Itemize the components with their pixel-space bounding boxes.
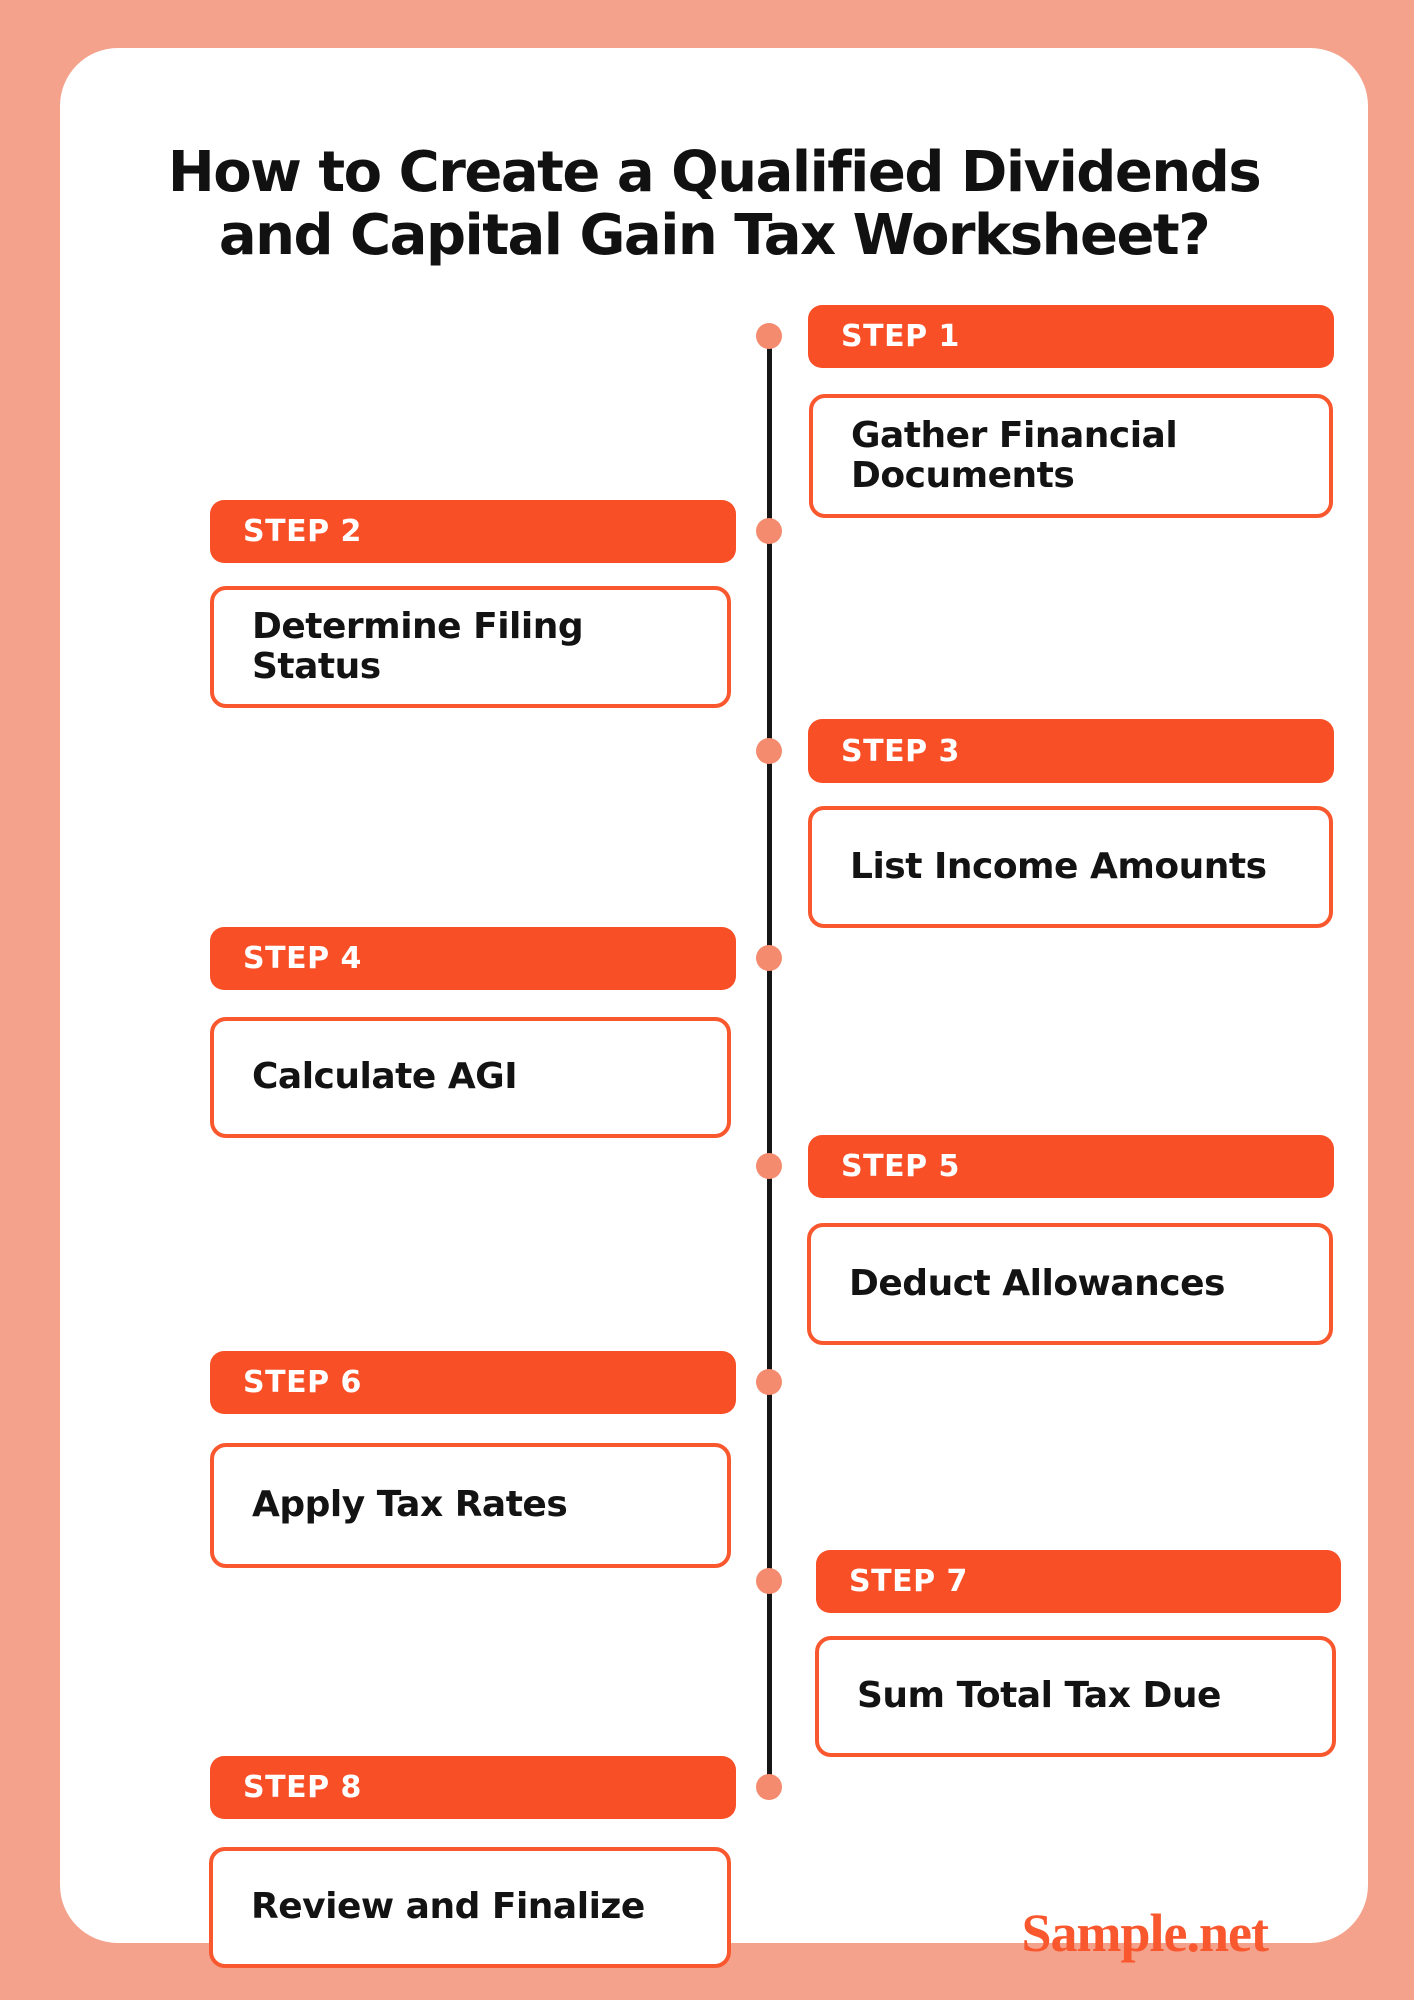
step-label: STEP 3 [841, 733, 960, 769]
step-title: Calculate AGI [252, 1056, 518, 1098]
step-label: STEP 5 [841, 1149, 960, 1184]
step-card [210, 1017, 731, 1138]
step-label: STEP 8 [243, 1770, 362, 1805]
step-card [209, 1847, 731, 1968]
step-header [210, 1351, 736, 1414]
step-card [815, 1636, 1336, 1757]
step-label: STEP 2 [243, 514, 362, 549]
page-title: How to Create a Qualified Dividends and Capital Gain Tax Worksheet? [167, 140, 1261, 268]
step-title: Review and Finalize [251, 1886, 645, 1928]
step-title: Gather Financial Documents [851, 414, 1178, 496]
timeline-dot [756, 518, 782, 544]
step-header [210, 1756, 736, 1819]
timeline-dot [756, 323, 782, 349]
timeline-dot [756, 1774, 782, 1800]
step-title: Sum Total Tax Due [857, 1675, 1221, 1717]
step-card [809, 394, 1333, 518]
step-title: Deduct Allowances [849, 1262, 1225, 1304]
step-card [807, 1223, 1333, 1345]
timeline-dot [756, 1568, 782, 1594]
step-title: Apply Tax Rates [252, 1484, 568, 1526]
step-header [808, 719, 1334, 783]
timeline-dot [756, 738, 782, 764]
timeline-dot [756, 1369, 782, 1395]
step-title: List Income Amounts [850, 845, 1267, 887]
timeline-dot [756, 945, 782, 971]
step-card [210, 1443, 731, 1568]
brand-logo: Sample.net [1021, 1903, 1268, 1963]
timeline-dot [756, 1153, 782, 1179]
step-label: STEP 7 [849, 1564, 968, 1599]
step-card [808, 806, 1333, 928]
step-header [808, 1135, 1334, 1198]
step-header [816, 1550, 1341, 1613]
step-header [210, 500, 736, 563]
step-label: STEP 4 [243, 941, 362, 976]
step-label: STEP 6 [243, 1365, 362, 1400]
step-label: STEP 1 [841, 319, 960, 354]
step-title: Determine Filing Status [252, 605, 584, 687]
infographic-card [60, 48, 1368, 1963]
step-card [210, 586, 731, 708]
step-header [210, 927, 736, 990]
step-header [808, 305, 1334, 368]
